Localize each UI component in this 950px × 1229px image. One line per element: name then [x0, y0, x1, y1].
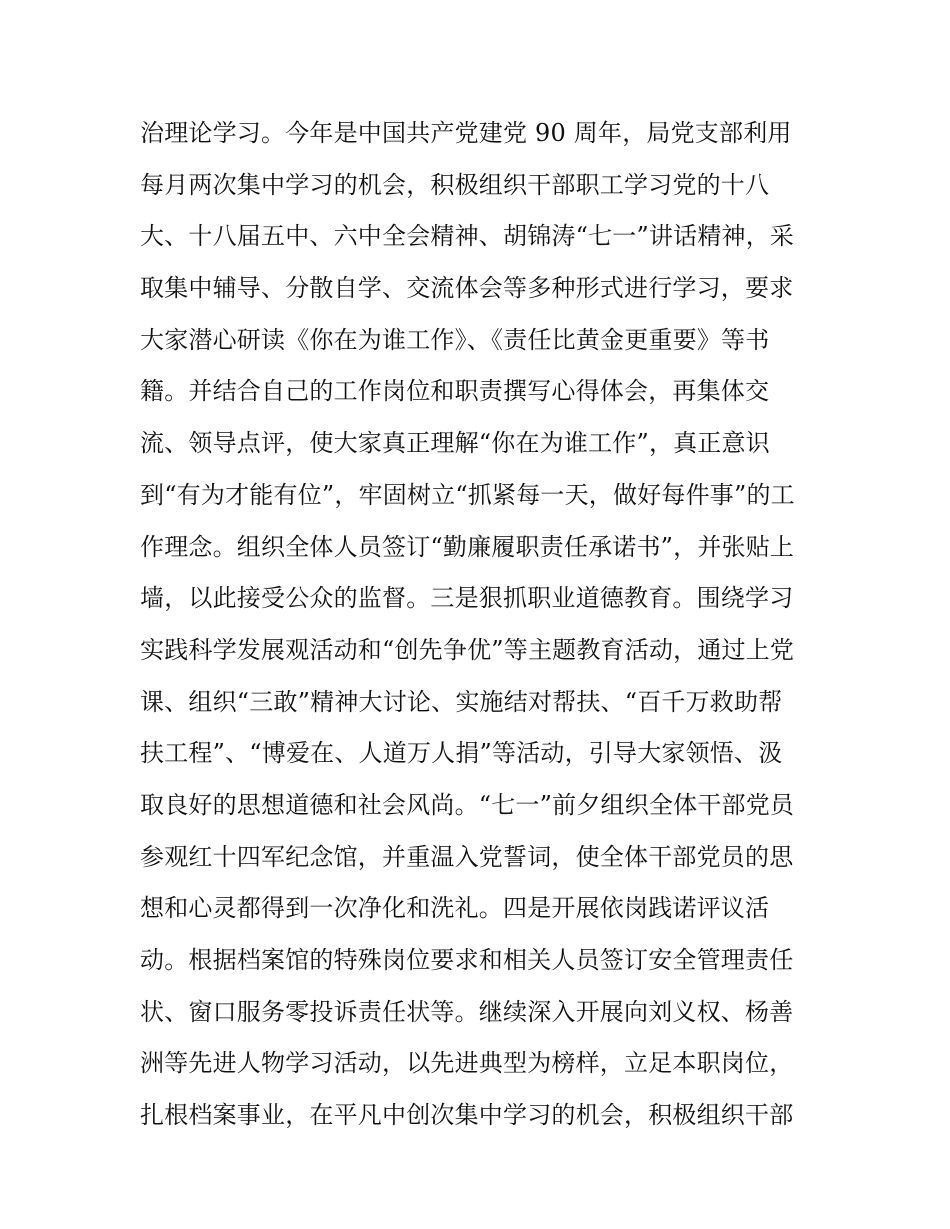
text-line: 参观红十四军纪念馆，并重温入党誓词，使全体干部党员的思: [140, 842, 794, 871]
text-line: 课、组织“三敢”精神大讨论、实施结对帮扶、“百千万救助帮: [140, 687, 783, 716]
text-line: 想和心灵都得到一次净化和洗礼。四是开展依岗践诺评议活: [140, 894, 770, 923]
text-line: 动。根据档案馆的特殊岗位要求和相关人员签订安全管理责任: [140, 946, 794, 974]
text-line: 扶工程”、“博爱在、人道万人捐”等活动，引导大家领悟、汲: [140, 739, 783, 768]
body-text: [140, 108, 820, 1142]
text-line: 籍。并结合自己的工作岗位和职责撰写心得体会，再集体交: [140, 377, 770, 406]
text-line: 状、窗口服务零投诉责任状等。继续深入开展向刘义权、杨善: [140, 997, 794, 1026]
text-line: 大、十八届五中、六中全会精神、胡锦涛“七一”讲话精神，采: [140, 222, 795, 251]
text-line: 到“有为才能有位”，牢固树立“抓紧每一天，做好每件事”的工: [140, 480, 795, 509]
text-line: 流、领导点评，使大家真正理解“你在为谁工作”，真正意识: [140, 429, 770, 458]
text-line: 取良好的思想道德和社会风尚。“七一”前夕组织全体干部党员: [140, 790, 795, 819]
text-line: 每月两次集中学习的机会，积极组织干部职工学习党的十八: [140, 170, 770, 199]
text-line: 大家潜心研读《你在为谁工作》、《责任比黄金更重要》等书: [140, 325, 770, 354]
text-line: 作理念。组织全体人员签订“勤廉履职责任承诺书”，并张贴上: [140, 532, 795, 561]
text-line: 实践科学发展观活动和“创先争优”等主题教育活动，通过上党: [140, 635, 795, 664]
text-line: 扎根档案事业，在平凡中创次集中学习的机会，积极组织干部: [140, 1101, 794, 1130]
text-line: 洲等先进人物学习活动，以先进典型为榜样，立足本职岗位，: [140, 1049, 794, 1078]
text-line: 墙，以此接受公众的监督。三是狠抓职业道德教育。围绕学习: [140, 584, 794, 613]
text-line: 治理论学习。今年是中国共产党建党 90 周年，局党支部利用: [140, 119, 792, 147]
text-line: 取集中辅导、分散自学、交流体会等多种形式进行学习，要求: [140, 274, 794, 303]
